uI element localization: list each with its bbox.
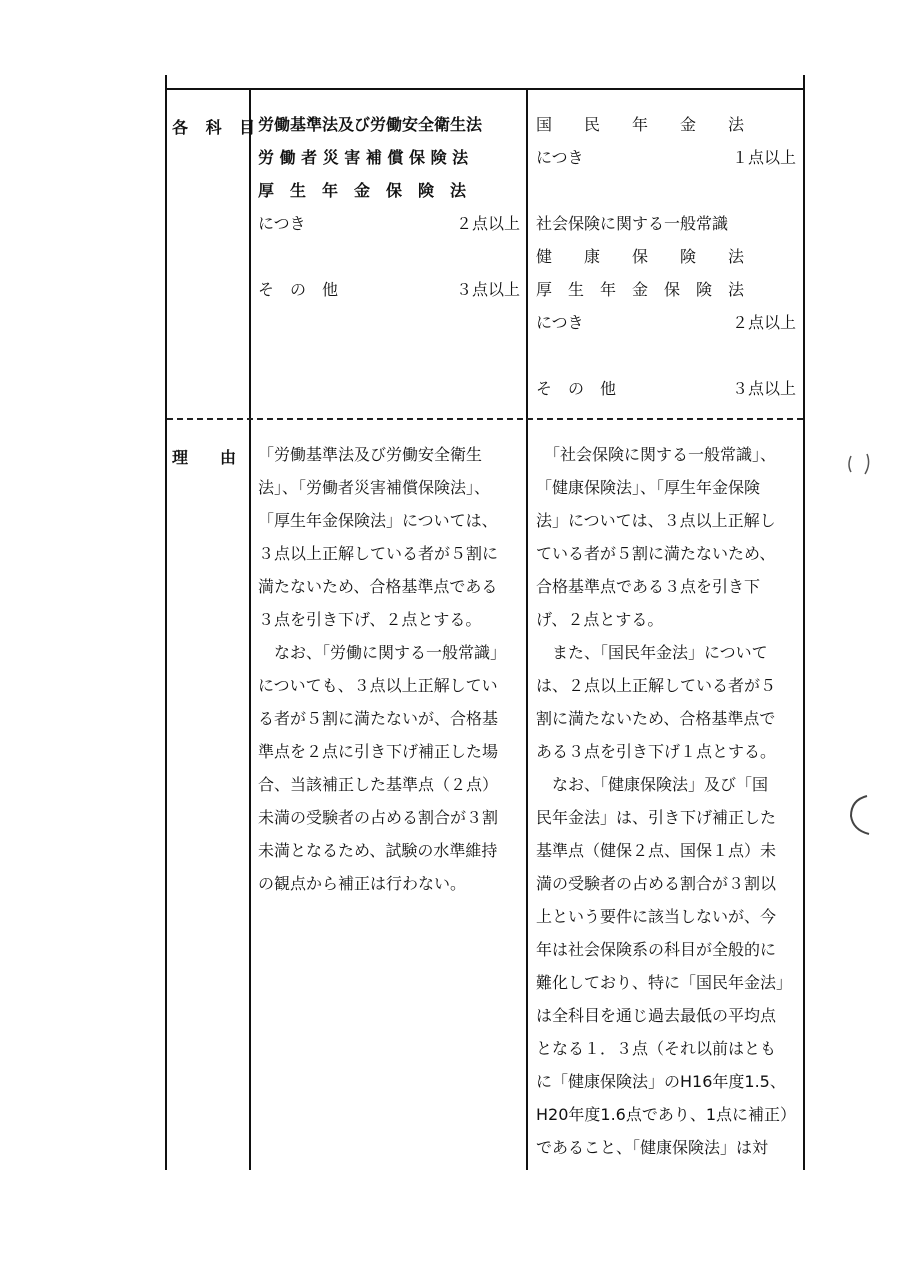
reason-line: の観点から補正は行わない。 (258, 874, 467, 893)
reason-line: ている者が５割に満たないため、 (536, 544, 776, 563)
reason-line: は全科目を通じ過去最低の平均点 (536, 1006, 777, 1025)
right-subject-line: につき ２点以上 (536, 313, 796, 332)
reason-line: 年は社会保険系の科目が全般的に (536, 940, 777, 959)
reason-line: となる１．３点（それ以前はとも (536, 1039, 777, 1058)
punch-hole-mark (845, 790, 885, 840)
reason-line: また、「国民年金法」について (536, 643, 768, 662)
punch-hole-mark (845, 450, 875, 480)
reason-line: 法」、「労働者災害補償保険法」、 (258, 478, 491, 497)
row-separator (167, 418, 803, 420)
row-label-subject: 各 科 目 (172, 118, 262, 137)
right-subjects (536, 108, 796, 405)
reason-line: ある３点を引き下げ１点とする。 (536, 742, 777, 761)
right-subject-line: 厚 生 年 金 保 険 法 (536, 280, 745, 299)
reason-line: であること、「健康保険法」は対 (536, 1138, 769, 1157)
reason-line: 法」については、３点以上正解し (536, 511, 776, 530)
reason-line: 民年金法」は、引き下げ補正した (536, 808, 777, 827)
reason-line: 合格基準点である３点を引き下 (536, 577, 761, 596)
reason-line: 上という要件に該当しないが、今 (536, 907, 777, 926)
reason-line: る者が５割に満たないが、合格基 (258, 709, 499, 728)
right-subject-line: 国 民 年 金 法 (536, 115, 745, 134)
left-subject-line: そ の 他 ３点以上 (258, 280, 520, 299)
reason-line: 未満の受験者の占める割合が３割 (258, 808, 499, 827)
reason-line: 合、当該補正した基準点（２点） (258, 775, 499, 794)
right-subject-line: につき １点以上 (536, 148, 796, 167)
reason-line: 「健康保険法」、「厚生年金保険 (536, 478, 761, 497)
reason-line: なお、「労働に関する一般常識」 (258, 643, 507, 662)
left-subject-line: 厚 生 年 金 保 険 法 (258, 181, 467, 200)
right-subject-line: そ の 他 ３点以上 (536, 379, 796, 398)
right-subject-line (536, 339, 796, 372)
column-divider-2 (526, 88, 528, 1170)
right-reason-text (536, 438, 798, 1164)
reason-line: 基準点（健保２点、国保１点）未 (536, 841, 777, 860)
reason-line: 「社会保険に関する一般常識」、 (536, 445, 777, 464)
table-left-border (165, 75, 167, 1170)
reason-line: 満たないため、合格基準点である (258, 577, 498, 596)
reason-line: についても、３点以上正解してい (258, 676, 498, 695)
reason-line: 未満となるため、試験の水準維持 (258, 841, 498, 860)
reason-line: 満の受験者の占める割合が３割以 (536, 874, 777, 893)
table-top-border (165, 88, 805, 90)
reason-line: H20年度1.6点であり、1点に補正） (536, 1105, 797, 1124)
right-subject-line: 健 康 保 険 法 (536, 247, 745, 266)
left-reason-text (258, 438, 520, 900)
reason-line: 「厚生年金保険法」については、 (258, 511, 498, 530)
reason-line: ３点を引き下げ、２点とする。 (258, 610, 482, 629)
reason-line: 割に満たないため、合格基準点で (536, 709, 776, 728)
table-right-border (803, 75, 805, 1170)
reason-line: なお、「健康保険法」及び「国 (536, 775, 769, 794)
left-subject-line: 労働基準法及び労働安全衛生法 (258, 115, 483, 134)
reason-line: 準点を２点に引き下げ補正した場 (258, 742, 499, 761)
reason-line: は、２点以上正解している者が５ (536, 676, 777, 695)
reason-line: 難化しており、特に「国民年金法」 (536, 973, 793, 992)
column-divider-1 (249, 88, 251, 1170)
left-subject-line: 労 働 者 災 害 補 償 保 険 法 (258, 148, 469, 167)
reason-line: ３点以上正解している者が５割に (258, 544, 499, 563)
reason-line: げ、２点とする。 (536, 610, 664, 629)
reason-line: に「健康保険法」のH16年度1.5、 (536, 1072, 786, 1091)
left-subject-line (258, 240, 520, 273)
row-label-reason: 理 由 (172, 448, 237, 467)
right-subject-line: 社会保険に関する一般常識 (536, 214, 729, 233)
left-subject-line: につき ２点以上 (258, 214, 520, 233)
right-subject-line (536, 174, 796, 207)
reason-line: 「労働基準法及び労働安全衛生 (258, 445, 483, 464)
left-subjects (258, 108, 520, 306)
